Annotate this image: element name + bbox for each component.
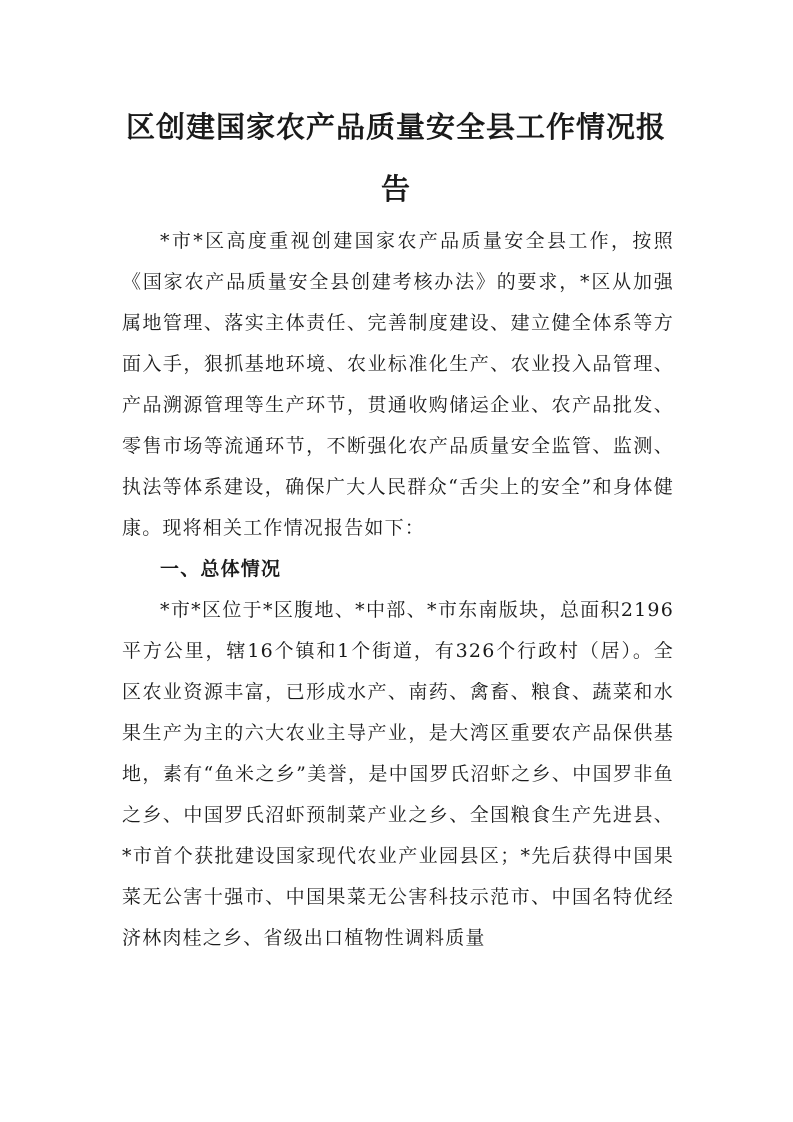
overview-paragraph: *市*区位于*区腹地、*中部、*市东南版块，总面积2196平方公里，辖16个镇和1个街道，有326个行政村（居）。全区农业资源丰富，已形成水产、南药、禽畜、粮食、蔬菜和水果生产为主的六大农业主导产业，是大湾区重要农产品保供基地，素有“鱼米之乡”美誉，是中国罗氏沼虾之乡、中国罗非鱼之乡、中国罗氏沼虾预制菜产业之乡、全国粮食生产先进县、*市首个获批建设国家现代农业产业园县区；*先后获得中国果菜无公害十强市、中国果菜无公害科技示范市、中国名特优经济林肉桂之乡、省级出口植物性调料质量 [122,599,674,949]
document-title: 区创建国家农产品质量安全县工作情况报告 [125,110,666,206]
section-heading: 一、总体情况 [160,558,282,580]
document-body [122,221,674,959]
intro-paragraph: *市*区高度重视创建国家农产品质量安全县工作，按照《国家农产品质量安全县创建考核办法》的要求，*区从加强属地管理、落实主体责任、完善制度建设、建立健全体系等方面入手，狠抓基地环境、农业标准化生产、农业投入品管理、产品溯源管理等生产环节，贯通收购储运企业、农产品批发、零售市场等流通环节，不断强化农产品质量安全监管、监测、执法等体系建设，确保广大人民群众“舌尖上的安全”和身体健康。现将相关工作情况报告如下： [122,230,674,539]
